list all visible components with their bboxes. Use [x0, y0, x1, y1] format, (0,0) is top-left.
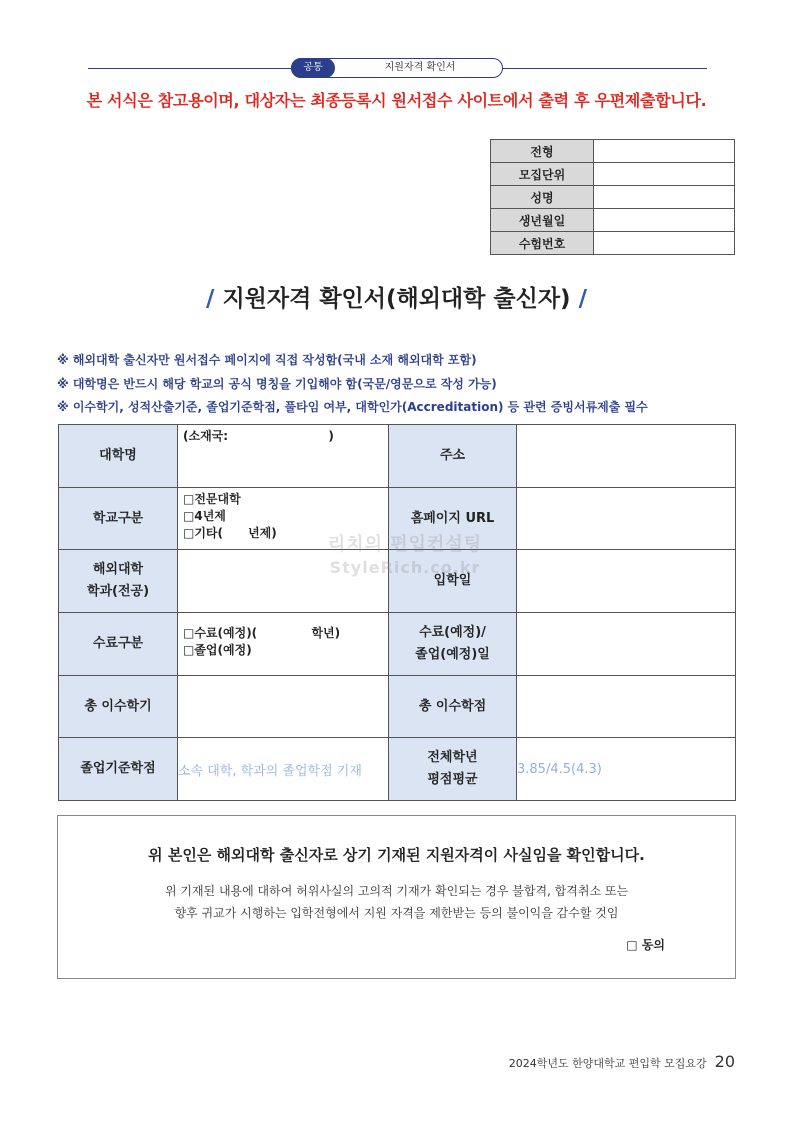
notice-text: 본 서식은 참고용이며, 대상자는 최종등록시 원서접수 사이트에서 출력 후 우편제출합니다. [86, 91, 707, 110]
title-slash-left: / [206, 286, 215, 312]
total-semesters-label: 총 이수학기 [59, 676, 178, 738]
page-footer [509, 1052, 735, 1071]
info-label-track: 전형 [491, 140, 594, 163]
school-type-label: 학교구분 [59, 488, 178, 550]
header-category: 공통 [291, 58, 335, 78]
address-field[interactable] [517, 425, 736, 488]
agree-checkbox[interactable]: □ 동의 [626, 938, 665, 952]
title-text: 지원자격 확인서(해외대학 출신자) [222, 286, 571, 312]
address-label: 주소 [389, 425, 517, 488]
completion-date-field[interactable] [517, 613, 736, 676]
department-field[interactable] [178, 550, 389, 613]
grad-credits-field[interactable]: 소속 대학, 학과의 졸업학점 기재 [178, 738, 389, 801]
info-label-name: 성명 [491, 186, 594, 209]
university-field[interactable] [178, 425, 389, 488]
watermark-line2: StyleRich.co.kr [329, 558, 481, 577]
university-label: 대학명 [59, 425, 178, 488]
department-label: 해외대학 학과(전공) [59, 550, 178, 613]
info-label-unit: 모집단위 [491, 163, 594, 186]
total-semesters-field[interactable] [178, 676, 389, 738]
homepage-field[interactable] [517, 488, 736, 550]
note-item: ※ 이수학기, 성적산출기준, 졸업기준학점, 풀타임 여부, 대학인가(Accreditation) 등 관련 증빙서류제출 필수 [57, 400, 648, 414]
school-type-options[interactable]: □전문대학 □4년제 □기타( 년제) [183, 492, 277, 540]
admission-date-label: 입학일 [389, 550, 517, 613]
watermark-line1: 리치의 편입컨설팅 [327, 534, 483, 555]
admission-date-field[interactable] [517, 550, 736, 613]
header-line-left [88, 68, 292, 69]
page-number: 20 [714, 1052, 735, 1071]
gpa-label: 전체학년 평점평균 [389, 738, 517, 801]
header-title: 지원자격 확인서 [384, 62, 456, 73]
info-value-track[interactable] [594, 140, 735, 163]
confirmation-box [57, 815, 736, 979]
confirmation-body-line2: 향후 귀교가 시행하는 입학전형에서 지원 자격을 제한받는 등의 불이익을 감수할 것임 [174, 906, 619, 920]
completion-options[interactable]: □수료(예정)( 학년) □졸업(예정) [183, 626, 341, 657]
info-label-exam-number: 수험번호 [491, 232, 594, 255]
footer-text: 2024학년도 한양대학교 편입학 모집요강 [508, 1057, 707, 1070]
notes-list [57, 349, 648, 420]
note-item: ※ 대학명은 반드시 해당 학교의 공식 명칭을 기입해야 함(국문/영문으로 작성 가능) [57, 376, 497, 391]
confirmation-body-line1: 위 기재된 내용에 대하여 허위사실의 고의적 기재가 확인되는 경우 불합격, 합격취소 또는 [164, 884, 629, 898]
info-value-name[interactable] [594, 186, 735, 209]
qualification-form-table [58, 424, 736, 801]
header-line-right [502, 68, 707, 69]
completion-type-label: 수료구분 [59, 613, 178, 676]
confirmation-body [58, 880, 735, 924]
total-credits-field[interactable] [517, 676, 736, 738]
completion-type-field[interactable] [178, 613, 389, 676]
info-value-exam-number[interactable] [594, 232, 735, 255]
grad-credits-label: 졸업기준학점 [59, 738, 178, 801]
country-hint: (소재국: ) [183, 429, 334, 443]
total-credits-label: 총 이수학점 [389, 676, 517, 738]
info-value-unit[interactable] [594, 163, 735, 186]
applicant-info-table [490, 139, 735, 255]
info-label-birthdate: 생년월일 [491, 209, 594, 232]
title-slash-right: / [578, 286, 587, 312]
homepage-label: 홈페이지 URL [389, 488, 517, 550]
form-title [0, 280, 793, 313]
confirmation-heading: 위 본인은 해외대학 출신자로 상기 기재된 지원자격이 사실임을 확인합니다. [148, 846, 645, 864]
info-value-birthdate[interactable] [594, 209, 735, 232]
completion-date-label: 수료(예정)/ 졸업(예정)일 [389, 613, 517, 676]
school-type-field[interactable] [178, 488, 389, 550]
note-item: ※ 해외대학 출신자만 원서접수 페이지에 직접 작성함(국내 소재 해외대학 포함) [57, 353, 477, 367]
gpa-field[interactable]: 3.85/4.5(4.3) [517, 738, 736, 801]
